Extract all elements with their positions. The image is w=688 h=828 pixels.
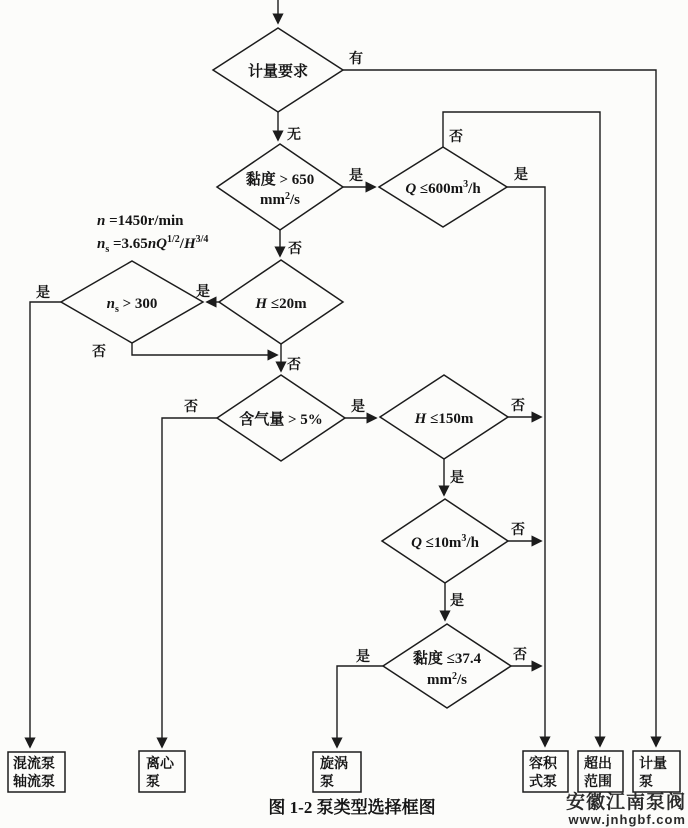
edge-label-q10-yes: 是: [450, 594, 464, 609]
watermark-brand: 安徽江南泵阀: [565, 792, 686, 813]
label-positive-displacement-line2: 式泵: [529, 775, 557, 790]
edge-label-h150-no: 否: [511, 399, 525, 414]
edge-label-ns300-no: 否: [92, 345, 106, 360]
label-h-le-20: H ≤20m: [255, 296, 307, 312]
edge-label-h150-yes: 是: [450, 471, 464, 486]
label-centrifugal-line1: 离心: [146, 757, 174, 772]
edge-label-none: 无: [287, 128, 301, 143]
label-vortex-line1: 旋涡: [320, 757, 348, 772]
edge-visc374-yes: [337, 666, 383, 747]
label-positive-displacement-line1: 容积: [529, 757, 557, 772]
edge-label-ns300-yes: 是: [36, 286, 50, 301]
label-metering-pump-line1: 计量: [639, 757, 667, 772]
edge-label-visc650-yes: 是: [349, 169, 363, 184]
edge-label-q600-yes: 是: [514, 168, 528, 183]
label-vortex-line2: 泵: [320, 775, 334, 790]
watermark-url: www.jnhgbf.com: [568, 812, 686, 827]
edge-gas-no: [162, 418, 217, 747]
formula-specific-speed: $n_s =3.65nQ^{1/2}/H^{3/4}$: [97, 234, 209, 255]
label-viscosity-gt-650-line2: $mm^2/s$: [259, 191, 301, 208]
edge-label-h20-no: 否: [287, 358, 301, 373]
label-out-of-range-line1: 超出: [584, 757, 612, 772]
edge-label-has: 有: [349, 52, 363, 67]
label-h-le-150: H ≤150m: [414, 411, 474, 427]
label-metering-pump-line2: 泵: [639, 775, 653, 790]
label-centrifugal-line2: 泵: [146, 775, 160, 790]
label-metering-requirement: 计量要求: [247, 64, 309, 80]
edge-ns300-no: [132, 343, 277, 355]
label-gas-content: 含气量 > 5%: [239, 412, 323, 428]
label-viscosity-gt-650-line1: 黏度 > 650: [245, 172, 315, 188]
label-out-of-range-line2: 范围: [584, 775, 612, 790]
edge-label-gas-yes: 是: [351, 400, 365, 415]
label-mixed-axial-line2: 轴流泵: [13, 775, 55, 790]
edge-label-visc374-yes: 是: [356, 650, 370, 665]
label-viscosity-le-37-line2: $mm^2/s$: [426, 671, 468, 688]
edge-label-h20-yes: 是: [196, 285, 210, 300]
edge-label-gas-no: 否: [184, 400, 198, 415]
label-mixed-axial-line1: 混流泵: [13, 757, 55, 772]
edge-metering-has: [343, 70, 656, 746]
formula-speed: n =1450r/min: [97, 213, 184, 229]
edge-label-q600-no: 否: [449, 130, 463, 145]
edge-label-visc650-no: 否: [288, 242, 302, 257]
label-ns-gt-300: $n_s > 300$: [106, 296, 158, 315]
label-q-le-10: $Q \le 10m^3/h$: [411, 533, 479, 551]
label-viscosity-le-37-line1: 黏度 ≤37.4: [412, 651, 482, 667]
edge-label-q10-no: 否: [511, 523, 525, 538]
figure-caption: 图 1-2 泵类型选择框图: [268, 798, 436, 817]
edge-ns300-yes: [30, 302, 61, 747]
label-q-le-600: $Q \le 600m^3/h$: [405, 179, 481, 197]
connectors: [30, 0, 656, 747]
edge-label-visc374-no: 否: [513, 648, 527, 663]
